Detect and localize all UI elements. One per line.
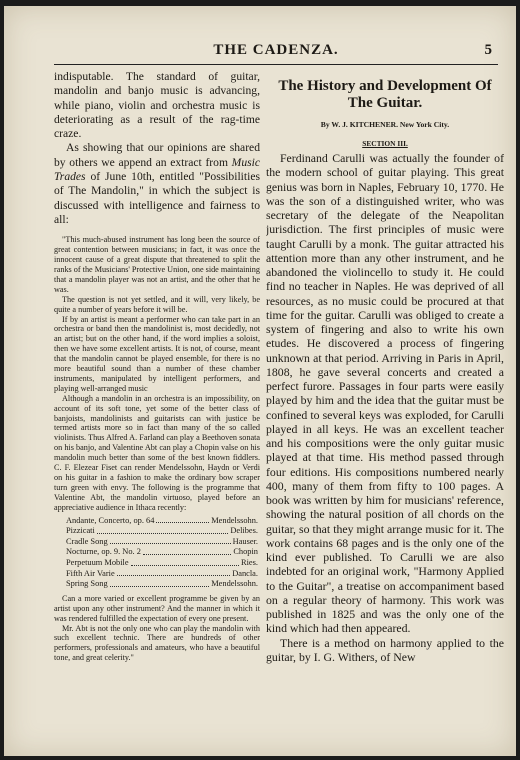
section-heading: SECTION III. (362, 139, 408, 148)
lead-paragraph (54, 141, 260, 227)
programme-item: Nocturne, op. 9. No. 2 Chopin (66, 547, 258, 557)
article-paragraph-1: Ferdinand Carulli was actually the founder of the modern school of guitar playing. This great genius was born in Naples, February 10, 1770. He was the son of a distinguished writer, who was secretary of the delegate of the Neapolitan jurisdiction. The first principles of music were taught Carulli by a monk. The guitar attracted his attention more than any other instrument, and he abandoned the violincello to study it. He could find no teacher in Naples. He was deprived of all resources, as no music could be procured at that time for the guitar. Carulli was obliged to create a system of fingering and also to write his own etudes. He discovered a process of fingering unknown at that period. Arriving in Paris in April, 1808, he gave several concerts and created a perfect furore. Passages in four parts were easily played by him and the idea that the guitar must be confined to several keys was exploded, for Carulli played in all keys. He was an excellent teacher and his compositions were the only guitar music played at that time. His method passed through four editions. His compositions numbered nearly 400, many of them from fifty to 100 pages. A book was written by him for musicians' reference, showing the natural position of all chords on the guitar, so that they might arrange music for it. The work contains 68 pages and is the only one of the kind ever published. To Carulli we are also indebted for an original work, "Harmony Applied to the Guitar", a treatise on accompaniment based on a regular theory of harmony. This work was published in 1825 and was the only one of the kind which had then appeared. (266, 151, 504, 636)
article-byline: By W. J. KITCHENER. New York City. (320, 120, 450, 129)
quote-paragraph-1: "This much-abused instrument has long been the source of great contention between musicians; in fact, it was once the innocent cause of a great dispute that threatened to split the ranks of the Musicians' Protective Union, one side maintaining that a mandolin player was not an artist, and the other that he was. (54, 235, 260, 294)
quote-paragraph-2: The question is not yet settled, and it will, very likely, be quite a number of years before it will be. (54, 294, 260, 314)
programme-item: Spring Song Mendelssohn. (66, 579, 258, 589)
left-column (54, 70, 260, 750)
quote-paragraph-3: If by an artist is meant a performer who can take part in an orchestra or band then the mandolinist is, most decidedly, not an artist; but on the other hand, if the word implies a soloist, then we have some excellent artists. It is not, of course, meant that the mandolin cannot be played ensemble, for there is no more beautiful sound than a number of these chamber instruments, manipulated by intelligent performers, and playing well-arranged music (54, 314, 260, 393)
intro-paragraph: indisputable. The standard of guitar, mandolin and banjo music is advancing, while piano, violin and orchestra music is deteriorating as a result of the rag-time craze. (54, 70, 260, 141)
programme-item: Cradle Song Hauser. (66, 536, 258, 546)
header-rule (54, 64, 498, 65)
quote-paragraph-6: Mr. Abt is not the only one who can play the mandolin with such excellent technic. There are hundreds of other performers, professionals and amateurs, who have a beautiful tone, and great celerity." (54, 623, 260, 663)
concert-programme (54, 516, 260, 590)
article-title: The History and Development Of The Guitar. (278, 78, 492, 111)
quote-paragraph-4: Although a mandolin in an orchestra is an impossibility, on account of its soft tone, yet some of the better class of banjoists, mandolinists and guitarists can with justice be termed artists more so in fact than many of the so called violinists. Thus Alfred A. Farland can play a Beethoven sonata on his banjo, and Valentine Abt can play a Chopin valse on his mandolin much better than some of the best known fiddlers. C. F. Elezear Fiset can render Mendelssohn, Haydn or Verdi on his guitar in a fashion to make the ordinary bow scraper turn green with envy. The following is the programme that Valentine Abt, the mandolin virtuoso, played before an appreciative audience in Ithaca recently: (54, 393, 260, 512)
right-column (266, 70, 504, 750)
programme-item: Andante, Concerto, op. 64 Mendelssohn. (66, 515, 258, 525)
page-header (54, 42, 498, 64)
quote-paragraph-5: Can a more varied or excellent programme be given by an artist upon any other instrument? And the manner in which it was rendered fulfilled the expectation of every one present. (54, 593, 260, 623)
lead-text-1: As showing that our opinions are shared by others we append an extract from (54, 141, 260, 169)
magazine-page (4, 6, 516, 756)
page-number: 5 (484, 42, 492, 58)
source-publication: Music Trades (54, 155, 260, 184)
article-paragraph-2: There is a method on harmony applied to the guitar, by I. G. Withers, of New (266, 635, 504, 664)
programme-item: Perpetuum Mobile Ries. (66, 558, 258, 568)
running-title: THE CADENZA. (213, 42, 339, 58)
programme-item: Pizzicati Delibes. (66, 526, 258, 536)
lead-text-2: of June 10th, entitled "Possibilities of The Mandolin," in which the subject is discussed with intelligence and fairness to all: (54, 170, 260, 226)
programme-item: Fifth Air Varie Dancla. (66, 568, 258, 578)
